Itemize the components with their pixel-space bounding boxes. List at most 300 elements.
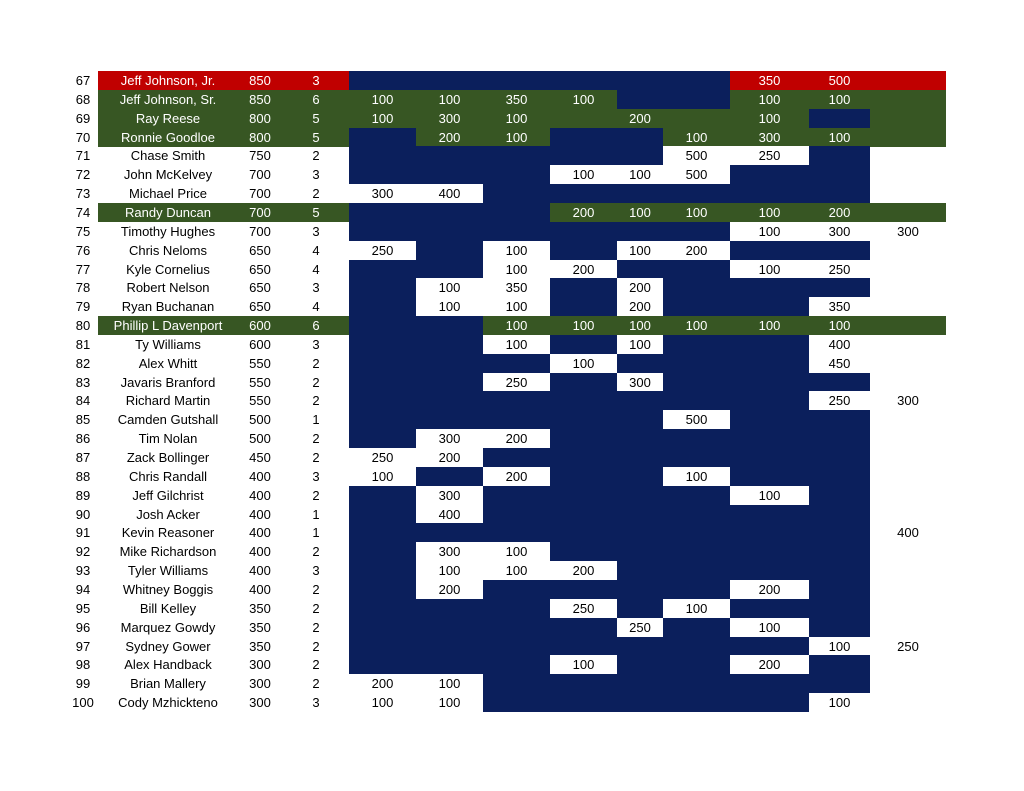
empty-navy-cell — [730, 410, 809, 429]
empty-navy-cell — [483, 184, 550, 203]
event-count-cell: 5 — [312, 205, 320, 220]
rank-cell: 89 — [75, 488, 91, 503]
player-name-cell: Jeff Johnson, Jr. — [120, 73, 216, 88]
player-name-cell: Brian Mallery — [130, 676, 206, 691]
empty-navy-cell — [550, 542, 617, 561]
empty-navy-cell — [809, 278, 870, 297]
empty-navy-cell — [730, 184, 809, 203]
total-points-cell: 550 — [249, 356, 271, 371]
rank-cell: 74 — [75, 205, 91, 220]
points-cell: 500 — [809, 71, 870, 90]
empty-navy-cell — [349, 410, 416, 429]
event-count-cell: 4 — [312, 262, 320, 277]
total-points-cell: 350 — [249, 639, 271, 654]
empty-navy-cell — [730, 278, 809, 297]
empty-navy-cell — [809, 486, 870, 505]
event-count-cell: 2 — [312, 657, 320, 672]
empty-navy-cell — [550, 580, 617, 599]
empty-navy-cell — [416, 222, 483, 241]
rank-cell: 96 — [75, 620, 91, 635]
empty-navy-cell — [809, 655, 870, 674]
player-name-cell: Marquez Gowdy — [120, 620, 216, 635]
empty-navy-cell — [349, 599, 416, 618]
points-cell: 500 — [663, 146, 730, 165]
rank-cell: 91 — [75, 525, 91, 540]
total-points-cell: 550 — [249, 375, 271, 390]
points-cell: 100 — [809, 90, 870, 109]
event-count-cell: 2 — [312, 186, 320, 201]
empty-navy-cell — [663, 71, 730, 90]
empty-navy-cell — [550, 523, 617, 542]
player-name-cell: Tim Nolan — [138, 431, 198, 446]
points-cell: 100 — [416, 90, 483, 109]
empty-navy-cell — [416, 618, 483, 637]
player-name-cell: Cody Mzhickteno — [118, 695, 218, 710]
event-count-cell: 3 — [312, 469, 320, 484]
empty-navy-cell — [663, 637, 730, 656]
empty-navy-cell — [809, 410, 870, 429]
empty-navy-cell — [663, 429, 730, 448]
empty-navy-cell — [349, 618, 416, 637]
empty-navy-cell — [483, 580, 550, 599]
empty-navy-cell — [617, 505, 663, 524]
event-count-cell: 2 — [312, 375, 320, 390]
empty-navy-cell — [550, 184, 617, 203]
empty-navy-cell — [483, 637, 550, 656]
empty-navy-cell — [416, 391, 483, 410]
rank-cell: 92 — [75, 544, 91, 559]
empty-navy-cell — [550, 297, 617, 316]
points-cell: 100 — [483, 335, 550, 354]
rank-cell: 86 — [75, 431, 91, 446]
points-cell: 100 — [483, 297, 550, 316]
event-count-cell: 2 — [312, 676, 320, 691]
empty-navy-cell — [809, 523, 870, 542]
empty-navy-cell — [483, 222, 550, 241]
empty-navy-cell — [663, 618, 730, 637]
empty-navy-cell — [809, 109, 870, 128]
empty-navy-cell — [483, 410, 550, 429]
empty-navy-cell — [617, 429, 663, 448]
empty-navy-cell — [663, 561, 730, 580]
rank-cell: 88 — [75, 469, 91, 484]
rank-cell: 79 — [75, 299, 91, 314]
total-points-cell: 400 — [249, 582, 271, 597]
empty-navy-cell — [663, 505, 730, 524]
event-count-cell: 2 — [312, 488, 320, 503]
empty-navy-cell — [617, 523, 663, 542]
points-cell: 200 — [550, 203, 617, 222]
rank-cell: 82 — [75, 356, 91, 371]
points-cell: 100 — [349, 109, 416, 128]
empty-navy-cell — [349, 391, 416, 410]
rank-cell: 76 — [75, 243, 91, 258]
total-points-cell: 700 — [249, 224, 271, 239]
player-name-cell: Phillip L Davenport — [113, 318, 223, 333]
empty-navy-cell — [550, 278, 617, 297]
empty-navy-cell — [483, 599, 550, 618]
empty-navy-cell — [663, 580, 730, 599]
event-count-cell: 2 — [312, 639, 320, 654]
points-cell: 100 — [483, 109, 550, 128]
empty-navy-cell — [550, 429, 617, 448]
points-cell: 200 — [416, 448, 483, 467]
player-name-cell: Ronnie Goodloe — [121, 130, 215, 145]
empty-navy-cell — [349, 505, 416, 524]
empty-navy-cell — [483, 523, 550, 542]
empty-navy-cell — [617, 486, 663, 505]
event-count-cell: 3 — [312, 280, 320, 295]
points-cell: 100 — [550, 354, 617, 373]
empty-navy-cell — [809, 373, 870, 392]
points-cell: 250 — [809, 391, 870, 410]
event-count-cell: 2 — [312, 356, 320, 371]
empty-navy-cell — [550, 222, 617, 241]
empty-navy-cell — [416, 165, 483, 184]
points-cell: 250 — [349, 448, 416, 467]
empty-navy-cell — [349, 260, 416, 279]
points-cell: 100 — [730, 109, 809, 128]
points-cell: 200 — [730, 580, 809, 599]
points-cell: 200 — [550, 561, 617, 580]
total-points-cell: 800 — [249, 111, 271, 126]
points-cell: 250 — [349, 241, 416, 260]
empty-navy-cell — [617, 410, 663, 429]
empty-navy-cell — [663, 486, 730, 505]
points-cell: 350 — [809, 297, 870, 316]
points-cell: 100 — [550, 90, 617, 109]
empty-navy-cell — [416, 410, 483, 429]
empty-navy-cell — [663, 90, 730, 109]
empty-navy-cell — [809, 599, 870, 618]
empty-navy-cell — [550, 241, 617, 260]
points-cell: 300 — [809, 222, 870, 241]
points-cell: 200 — [809, 203, 870, 222]
points-cell: 100 — [483, 260, 550, 279]
empty-navy-cell — [349, 354, 416, 373]
empty-navy-cell — [730, 241, 809, 260]
points-cell: 500 — [663, 410, 730, 429]
player-name-cell: Chase Smith — [130, 148, 206, 163]
empty-navy-cell — [550, 410, 617, 429]
points-cell: 100 — [416, 674, 483, 693]
empty-navy-cell — [550, 674, 617, 693]
empty-navy-cell — [730, 561, 809, 580]
empty-navy-cell — [617, 184, 663, 203]
empty-navy-cell — [809, 184, 870, 203]
empty-navy-cell — [730, 391, 809, 410]
empty-navy-cell — [550, 71, 617, 90]
points-cell: 100 — [617, 316, 663, 335]
empty-navy-cell — [663, 335, 730, 354]
empty-navy-cell — [349, 335, 416, 354]
points-cell: 100 — [809, 316, 870, 335]
empty-navy-cell — [617, 391, 663, 410]
empty-navy-cell — [617, 354, 663, 373]
total-points-cell: 300 — [249, 657, 271, 672]
rank-cell: 80 — [75, 318, 91, 333]
empty-navy-cell — [416, 71, 483, 90]
event-count-cell: 2 — [312, 620, 320, 635]
empty-navy-cell — [416, 523, 483, 542]
points-cell: 200 — [617, 109, 663, 128]
points-cell: 100 — [483, 561, 550, 580]
rank-cell: 85 — [75, 412, 91, 427]
empty-navy-cell — [349, 637, 416, 656]
empty-navy-cell — [483, 505, 550, 524]
player-name-cell: Bill Kelley — [139, 601, 197, 616]
empty-navy-cell — [617, 222, 663, 241]
empty-navy-cell — [550, 505, 617, 524]
points-cell: 400 — [416, 184, 483, 203]
total-points-cell: 300 — [249, 676, 271, 691]
empty-navy-cell — [617, 448, 663, 467]
empty-navy-cell — [550, 486, 617, 505]
empty-navy-cell — [349, 486, 416, 505]
empty-navy-cell — [730, 693, 809, 712]
total-points-cell: 650 — [249, 262, 271, 277]
points-cell: 400 — [416, 505, 483, 524]
empty-navy-cell — [483, 354, 550, 373]
total-points-cell: 400 — [249, 488, 271, 503]
points-cell: 300 — [416, 109, 483, 128]
empty-navy-cell — [730, 637, 809, 656]
points-cell: 250 — [870, 637, 946, 656]
player-name-cell: Ty Williams — [135, 337, 201, 352]
empty-navy-cell — [550, 467, 617, 486]
empty-navy-cell — [617, 71, 663, 90]
empty-navy-cell — [617, 580, 663, 599]
empty-navy-cell — [809, 580, 870, 599]
points-cell: 100 — [617, 335, 663, 354]
empty-navy-cell — [617, 561, 663, 580]
points-cell: 100 — [550, 316, 617, 335]
empty-navy-cell — [349, 203, 416, 222]
points-cell: 350 — [483, 90, 550, 109]
empty-navy-cell — [809, 165, 870, 184]
empty-navy-cell — [617, 467, 663, 486]
rank-cell: 69 — [75, 111, 91, 126]
points-cell: 100 — [617, 241, 663, 260]
rank-cell: 95 — [75, 601, 91, 616]
empty-navy-cell — [416, 241, 483, 260]
rank-cell: 97 — [75, 639, 91, 654]
total-points-cell: 850 — [249, 92, 271, 107]
rank-cell: 81 — [75, 337, 91, 352]
empty-navy-cell — [416, 655, 483, 674]
event-count-cell: 3 — [312, 167, 320, 182]
points-cell: 100 — [416, 297, 483, 316]
points-cell: 100 — [663, 467, 730, 486]
player-name-cell: Kevin Reasoner — [121, 525, 215, 540]
empty-navy-cell — [416, 637, 483, 656]
points-cell: 100 — [730, 618, 809, 637]
points-cell: 100 — [663, 203, 730, 222]
total-points-cell: 450 — [249, 450, 271, 465]
empty-navy-cell — [349, 542, 416, 561]
event-count-cell: 2 — [312, 582, 320, 597]
points-cell: 200 — [730, 655, 809, 674]
event-count-cell: 6 — [312, 318, 320, 333]
total-points-cell: 300 — [249, 695, 271, 710]
points-cell: 100 — [809, 637, 870, 656]
total-points-cell: 500 — [249, 412, 271, 427]
points-cell: 350 — [730, 71, 809, 90]
empty-navy-cell — [483, 486, 550, 505]
player-name-cell: Ray Reese — [135, 111, 201, 126]
empty-navy-cell — [483, 674, 550, 693]
empty-navy-cell — [663, 542, 730, 561]
player-name-cell: Jeff Johnson, Sr. — [119, 92, 217, 107]
points-cell: 100 — [617, 165, 663, 184]
empty-navy-cell — [663, 674, 730, 693]
rank-cell: 78 — [75, 280, 91, 295]
rank-cell: 67 — [75, 73, 91, 88]
points-cell: 100 — [663, 599, 730, 618]
empty-navy-cell — [483, 165, 550, 184]
player-name-cell: Alex Handback — [124, 657, 212, 672]
rank-cell: 100 — [72, 695, 94, 710]
empty-navy-cell — [663, 373, 730, 392]
empty-navy-cell — [483, 655, 550, 674]
player-name-cell: Robert Nelson — [126, 280, 210, 295]
empty-navy-cell — [809, 467, 870, 486]
empty-navy-cell — [349, 71, 416, 90]
total-points-cell: 350 — [249, 601, 271, 616]
points-cell: 500 — [663, 165, 730, 184]
empty-navy-cell — [663, 222, 730, 241]
points-cell: 100 — [809, 128, 870, 147]
empty-navy-cell — [349, 128, 416, 147]
points-cell: 200 — [349, 674, 416, 693]
empty-navy-cell — [809, 674, 870, 693]
empty-navy-cell — [617, 637, 663, 656]
empty-navy-cell — [730, 674, 809, 693]
rank-cell: 70 — [75, 130, 91, 145]
player-name-cell: Richard Martin — [125, 393, 211, 408]
empty-navy-cell — [349, 316, 416, 335]
total-points-cell: 700 — [249, 186, 271, 201]
points-cell: 300 — [416, 429, 483, 448]
empty-navy-cell — [416, 335, 483, 354]
empty-navy-cell — [483, 146, 550, 165]
points-cell: 100 — [483, 241, 550, 260]
total-points-cell: 700 — [249, 167, 271, 182]
empty-navy-cell — [730, 448, 809, 467]
points-cell: 100 — [349, 467, 416, 486]
player-name-cell: Kyle Cornelius — [126, 262, 210, 277]
rank-cell: 77 — [75, 262, 91, 277]
empty-navy-cell — [349, 222, 416, 241]
rank-cell: 98 — [75, 657, 91, 672]
event-count-cell: 2 — [312, 450, 320, 465]
empty-navy-cell — [483, 618, 550, 637]
empty-navy-cell — [730, 354, 809, 373]
empty-navy-cell — [730, 523, 809, 542]
event-count-cell: 2 — [312, 544, 320, 559]
player-name-cell: Whitney Boggis — [122, 582, 214, 597]
empty-navy-cell — [663, 655, 730, 674]
points-cell: 200 — [483, 429, 550, 448]
points-cell: 100 — [349, 693, 416, 712]
empty-navy-cell — [730, 467, 809, 486]
rank-cell: 72 — [75, 167, 91, 182]
points-cell: 250 — [483, 373, 550, 392]
empty-navy-cell — [550, 391, 617, 410]
empty-navy-cell — [663, 260, 730, 279]
points-cell: 250 — [550, 599, 617, 618]
empty-navy-cell — [550, 637, 617, 656]
points-cell: 300 — [730, 128, 809, 147]
empty-navy-cell — [663, 391, 730, 410]
empty-navy-cell — [663, 693, 730, 712]
empty-navy-cell — [617, 260, 663, 279]
total-points-cell: 650 — [249, 299, 271, 314]
empty-navy-cell — [730, 599, 809, 618]
points-cell: 200 — [663, 241, 730, 260]
empty-navy-cell — [730, 505, 809, 524]
points-cell: 300 — [416, 542, 483, 561]
empty-navy-cell — [617, 90, 663, 109]
total-points-cell: 750 — [249, 148, 271, 163]
total-points-cell: 350 — [249, 620, 271, 635]
points-cell: 200 — [416, 128, 483, 147]
event-count-cell: 2 — [312, 148, 320, 163]
empty-navy-cell — [730, 335, 809, 354]
empty-navy-cell — [416, 260, 483, 279]
event-count-cell: 4 — [312, 243, 320, 258]
points-cell: 300 — [349, 184, 416, 203]
event-count-cell: 4 — [312, 299, 320, 314]
points-cell: 300 — [416, 486, 483, 505]
total-points-cell: 650 — [249, 243, 271, 258]
total-points-cell: 650 — [249, 280, 271, 295]
empty-navy-cell — [809, 448, 870, 467]
points-cell: 400 — [870, 523, 946, 542]
empty-navy-cell — [617, 128, 663, 147]
event-count-cell: 3 — [312, 563, 320, 578]
empty-navy-cell — [663, 278, 730, 297]
event-count-cell: 3 — [312, 73, 320, 88]
player-name-cell: Javaris Branford — [120, 375, 216, 390]
points-cell: 300 — [870, 391, 946, 410]
empty-navy-cell — [809, 146, 870, 165]
points-cell: 100 — [550, 165, 617, 184]
points-cell: 100 — [416, 693, 483, 712]
total-points-cell: 800 — [249, 130, 271, 145]
points-cell: 250 — [730, 146, 809, 165]
empty-navy-cell — [730, 297, 809, 316]
total-points-cell: 850 — [249, 73, 271, 88]
empty-navy-cell — [483, 391, 550, 410]
empty-navy-cell — [349, 278, 416, 297]
event-count-cell: 3 — [312, 337, 320, 352]
empty-navy-cell — [349, 146, 416, 165]
player-name-cell: Camden Gutshall — [117, 412, 219, 427]
points-cell: 100 — [730, 260, 809, 279]
empty-navy-cell — [730, 429, 809, 448]
points-cell: 100 — [483, 542, 550, 561]
points-cell: 450 — [809, 354, 870, 373]
points-cell: 100 — [550, 655, 617, 674]
empty-navy-cell — [663, 448, 730, 467]
points-cell: 250 — [617, 618, 663, 637]
total-points-cell: 700 — [249, 205, 271, 220]
empty-navy-cell — [809, 429, 870, 448]
player-name-cell: Jeff Gilchrist — [132, 488, 204, 503]
empty-navy-cell — [550, 618, 617, 637]
empty-green-cell — [550, 109, 617, 128]
